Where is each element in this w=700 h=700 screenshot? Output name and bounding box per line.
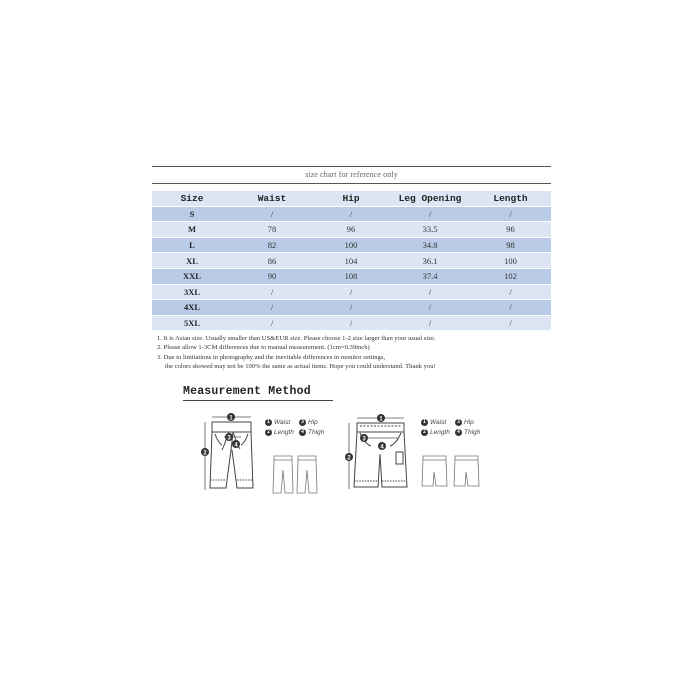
legend-hip-label: Hip xyxy=(464,419,474,426)
length-cell: 102 xyxy=(470,269,551,285)
legend-length xyxy=(265,429,294,436)
hip-cell: 108 xyxy=(312,269,390,285)
marker-3: 3 xyxy=(299,419,306,426)
length-cell: / xyxy=(470,300,551,316)
legend-waist xyxy=(265,419,290,426)
marker-1: 1 xyxy=(421,419,428,426)
pants-legend xyxy=(265,419,345,443)
shorts-diagram-icon xyxy=(349,418,407,489)
svg-text:3: 3 xyxy=(362,436,366,443)
shorts-legend xyxy=(421,419,501,443)
svg-text:2: 2 xyxy=(203,450,207,457)
note-colors: the colors showed may not be 100% the same as actual items. Hope you could understand. Thank you! xyxy=(165,362,436,370)
waist-cell: / xyxy=(232,316,312,332)
svg-text:1: 1 xyxy=(379,416,383,423)
length-cell: / xyxy=(470,316,551,332)
size-cell: L xyxy=(152,238,232,254)
size-cell: M xyxy=(152,222,232,238)
header-waist: Waist xyxy=(232,191,312,207)
header-size: Size xyxy=(152,191,232,207)
legend-length-label: Length xyxy=(274,429,294,436)
shorts-thumbnails-icon xyxy=(422,456,479,486)
hip-cell: / xyxy=(312,316,390,332)
svg-text:4: 4 xyxy=(234,442,238,449)
leg-opening-cell: / xyxy=(390,285,470,301)
length-cell: / xyxy=(470,285,551,301)
leg-opening-cell: / xyxy=(390,207,470,223)
waist-cell: / xyxy=(232,300,312,316)
waist-cell: 78 xyxy=(232,222,312,238)
legend-waist xyxy=(421,419,446,426)
size-cell: 4XL xyxy=(152,300,232,316)
marker-2: 2 xyxy=(421,429,428,436)
marker-1: 1 xyxy=(265,419,272,426)
legend-thigh-label: Thigh xyxy=(464,429,481,436)
legend-thigh-label: Thigh xyxy=(308,429,325,436)
hip-cell: 104 xyxy=(312,253,390,269)
length-cell: 100 xyxy=(470,253,551,269)
length-cell: 98 xyxy=(470,238,551,254)
waist-cell: 82 xyxy=(232,238,312,254)
note-photography: 3. Due to limitations in photography and the inevitable differences in monitor settings, xyxy=(157,353,386,361)
marker-2: 2 xyxy=(265,429,272,436)
length-cell: / xyxy=(470,207,551,223)
pants-diagram-icon xyxy=(205,417,253,490)
note-measurement-difference: 2. Please allow 1-3CM differences due to manual measurement. (1cm=0.39inch) xyxy=(157,344,370,352)
size-cell: 5XL xyxy=(152,316,232,332)
measurement-method-title: Measurement Method xyxy=(183,385,311,398)
header-hip: Hip xyxy=(312,191,390,207)
legend-hip xyxy=(299,419,318,426)
size-cell: XL xyxy=(152,253,232,269)
hip-cell: 100 xyxy=(312,238,390,254)
hip-cell: / xyxy=(312,285,390,301)
hip-cell: / xyxy=(312,300,390,316)
header-leg-opening: Leg Opening xyxy=(390,191,470,207)
hip-cell: 96 xyxy=(312,222,390,238)
legend-thigh xyxy=(455,429,480,436)
waist-cell: / xyxy=(232,285,312,301)
chart-caption: size chart for reference only xyxy=(305,170,398,179)
leg-opening-cell: / xyxy=(390,316,470,332)
svg-text:3: 3 xyxy=(227,435,231,442)
legend-length-label: Length xyxy=(430,429,450,436)
legend-length xyxy=(421,429,450,436)
waist-cell: 86 xyxy=(232,253,312,269)
marker-4: 4 xyxy=(455,429,462,436)
size-cell: S xyxy=(152,207,232,223)
note-asian-size: 1. It is Asian size. Usually smaller than US&EUR size. Please choose 1-2 size larger than your usual size. xyxy=(157,335,436,342)
hip-cell: / xyxy=(312,207,390,223)
waist-cell: / xyxy=(232,207,312,223)
svg-text:1: 1 xyxy=(229,415,233,422)
size-cell: XXL xyxy=(152,269,232,285)
size-cell: 3XL xyxy=(152,285,232,301)
legend-hip-label: Hip xyxy=(308,419,318,426)
marker-3: 3 xyxy=(455,419,462,426)
pants-thumbnails-icon xyxy=(273,456,317,493)
leg-opening-cell: 33.5 xyxy=(390,222,470,238)
waist-cell: 90 xyxy=(232,269,312,285)
length-cell: 96 xyxy=(470,222,551,238)
leg-opening-cell: 37.4 xyxy=(390,269,470,285)
legend-waist-label: Waist xyxy=(274,419,291,426)
leg-opening-cell: 36.1 xyxy=(390,253,470,269)
header-length: Length xyxy=(470,191,551,207)
legend-hip xyxy=(455,419,474,426)
marker-4: 4 xyxy=(299,429,306,436)
legend-waist-label: Waist xyxy=(430,419,447,426)
legend-thigh xyxy=(299,429,324,436)
svg-text:4: 4 xyxy=(380,444,384,451)
leg-opening-cell: / xyxy=(390,300,470,316)
svg-text:2: 2 xyxy=(347,455,351,462)
leg-opening-cell: 34.8 xyxy=(390,238,470,254)
